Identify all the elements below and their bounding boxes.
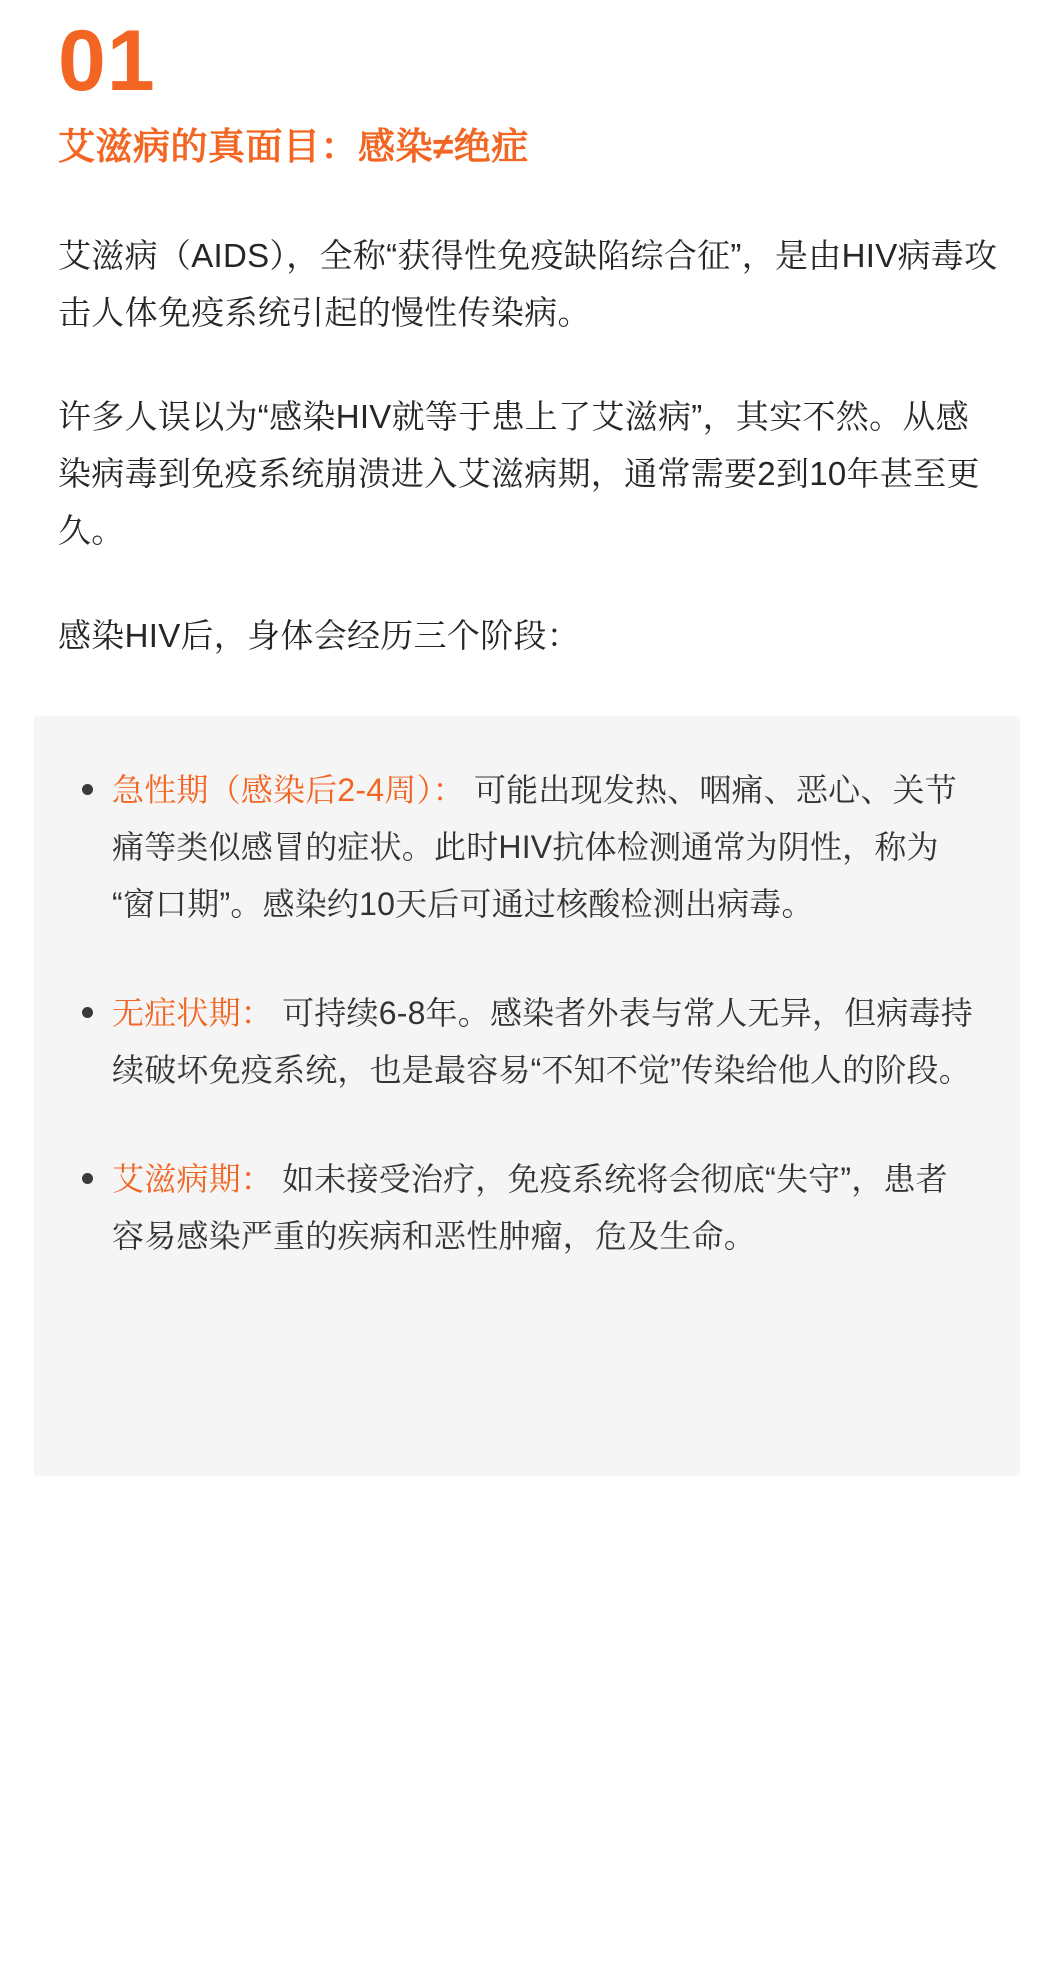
body-paragraph-2: 许多人误以为“感染HIV就等于患上了艾滋病”，其实不然。从感染病毒到免疫系统崩溃进入艾滋病期，通常需要2到10年甚至更久。: [58, 398, 980, 549]
section-number: 01: [58, 13, 156, 109]
body-paragraph-1: 艾滋病（AIDS），全称“获得性免疫缺陷综合征”，是由HIV病毒攻击人体免疫系统引起的慢性传染病。: [58, 236, 998, 331]
section-title: 艾滋病的真面目：感染≠绝症: [58, 126, 529, 167]
bullet-icon: [82, 1007, 93, 1018]
stage-text: 如未接受治疗，免疫系统将会彻底“失守”，患者容易感染严重的疾病和恶性肿瘤，危及生命。: [112, 1161, 948, 1255]
bullet-icon: [82, 784, 93, 795]
list-item: [64, 762, 976, 933]
list-item: [64, 985, 976, 1099]
stage-label: 急性期（感染后2-4周）：: [112, 772, 465, 809]
stage-list: [64, 762, 976, 1265]
stage-label: 无症状期：: [112, 995, 274, 1032]
bullet-icon: [82, 1173, 93, 1184]
list-item: [64, 1151, 976, 1265]
stage-label: 艾滋病期：: [112, 1161, 274, 1198]
stages-callout-box: [34, 716, 1020, 1476]
body-paragraph-3: 感染HIV后，身体会经历三个阶段：: [58, 616, 581, 654]
stage-text: 可持续6-8年。感染者外表与常人无异，但病毒持续破坏免疫系统，也是最容易“不知不觉”传染给他人的阶段。: [112, 995, 973, 1089]
stage-text: 可能出现发热、咽痛、恶心、关节痛等类似感冒的症状。此时HIV抗体检测通常为阴性，称为“窗口期”。感染约10天后可通过核酸检测出病毒。: [112, 772, 957, 923]
